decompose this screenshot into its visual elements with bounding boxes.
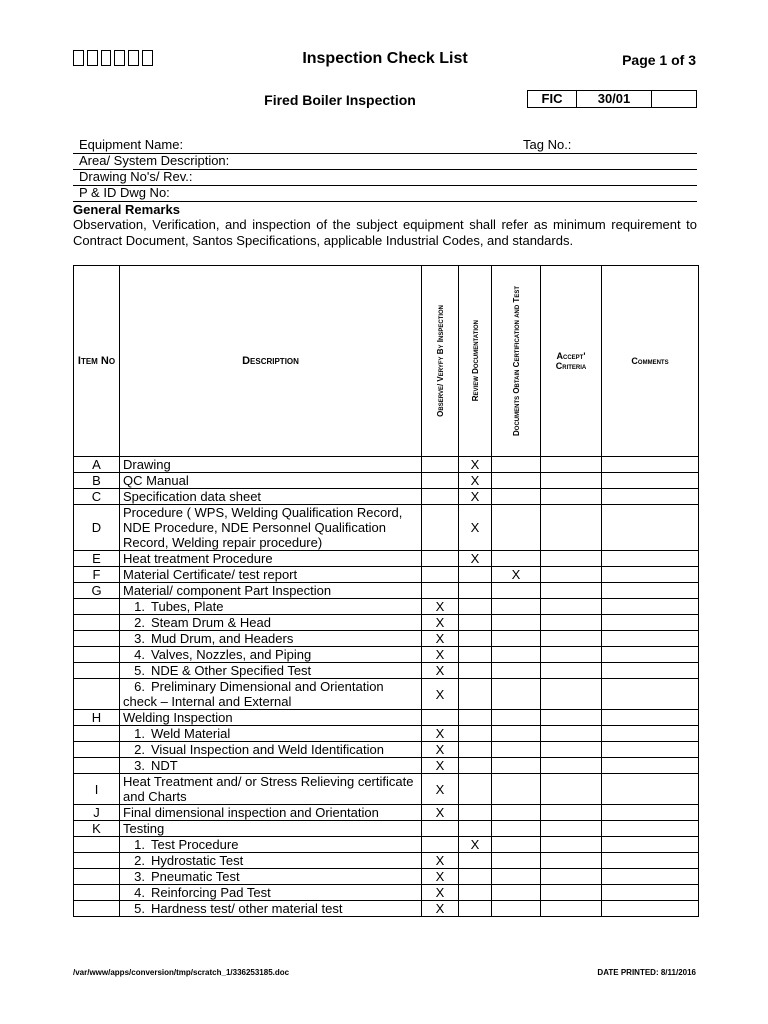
documents-mark [492, 726, 541, 742]
accept-criteria-cell [541, 679, 602, 710]
table-row [74, 758, 699, 774]
comments-cell [602, 742, 699, 758]
observe-mark: X [422, 679, 459, 710]
accept-criteria-cell [541, 567, 602, 583]
description-text: Tubes, Plate [151, 599, 224, 614]
logo-glyph [101, 50, 112, 66]
review-mark [459, 853, 492, 869]
sub-item-number: 2. [134, 742, 145, 757]
observe-mark [422, 551, 459, 567]
item-cell [74, 901, 120, 917]
sub-item-number: 2. [134, 853, 145, 868]
table-row [74, 631, 699, 647]
document-title: Inspection Check List [302, 50, 468, 67]
observe-mark: X [422, 758, 459, 774]
description-text: Drawing [123, 457, 171, 472]
documents-mark [492, 505, 541, 551]
item-cell [74, 853, 120, 869]
observe-mark [422, 505, 459, 551]
review-mark [459, 663, 492, 679]
review-mark [459, 647, 492, 663]
general-remarks-heading: General Remarks [73, 202, 180, 217]
item-cell [74, 726, 120, 742]
documents-mark [492, 805, 541, 821]
description-text: Steam Drum & Head [151, 615, 271, 630]
observe-header [422, 266, 459, 457]
description-cell [120, 567, 422, 583]
documents-mark [492, 489, 541, 505]
observe-mark: X [422, 647, 459, 663]
documents-mark [492, 869, 541, 885]
item-cell [74, 631, 120, 647]
description-text: Heat treatment Procedure [123, 551, 273, 566]
sub-item-number: 3. [134, 869, 145, 884]
description-cell [120, 647, 422, 663]
review-header-text: Review Documentation [470, 320, 480, 402]
form-number-box [527, 90, 697, 108]
observe-mark [422, 821, 459, 837]
table-row [74, 551, 699, 567]
form-number: 30/01 [577, 91, 652, 107]
comments-cell [602, 663, 699, 679]
description-text: Material/ component Part Inspection [123, 583, 332, 598]
description-text: NDE & Other Specified Test [151, 663, 312, 678]
accept-criteria-cell [541, 805, 602, 821]
item-cell: H [74, 710, 120, 726]
comments-cell [602, 853, 699, 869]
description-text: Mud Drum, and Headers [151, 631, 294, 646]
accept-criteria-cell [541, 742, 602, 758]
accept-criteria-cell [541, 473, 602, 489]
review-mark [459, 758, 492, 774]
description-text: Test Procedure [151, 837, 239, 852]
description-text: Material Certificate/ test report [123, 567, 298, 582]
review-header [459, 266, 492, 457]
description-text: Welding Inspection [123, 710, 233, 725]
equipment-name-label: Equipment Name: [79, 137, 184, 152]
table-row [74, 885, 699, 901]
description-cell [120, 551, 422, 567]
drawing-label: Drawing No's/ Rev.: [79, 169, 193, 184]
documents-mark: X [492, 567, 541, 583]
comments-cell [602, 869, 699, 885]
description-cell [120, 663, 422, 679]
logo-glyph [142, 50, 153, 66]
comments-cell [602, 758, 699, 774]
item-cell [74, 647, 120, 663]
footer-date [520, 968, 696, 977]
documents-mark [492, 710, 541, 726]
sub-item-number: 1. [134, 837, 145, 852]
documents-mark [492, 742, 541, 758]
checklist-table [73, 265, 699, 917]
table-row [74, 615, 699, 631]
documents-mark [492, 457, 541, 473]
accept-criteria-cell [541, 726, 602, 742]
accept-criteria-cell [541, 885, 602, 901]
observe-mark: X [422, 663, 459, 679]
documents-mark [492, 599, 541, 615]
sub-item-number: 2. [134, 615, 145, 630]
accept-criteria-cell [541, 837, 602, 853]
item-cell [74, 599, 120, 615]
item-cell: C [74, 489, 120, 505]
review-mark: X [459, 473, 492, 489]
table-row [74, 837, 699, 853]
documents-mark [492, 583, 541, 599]
comments-cell [602, 615, 699, 631]
description-cell [120, 489, 422, 505]
item-cell: E [74, 551, 120, 567]
item-cell: A [74, 457, 120, 473]
documents-mark [492, 647, 541, 663]
description-text: Visual Inspection and Weld Identification [151, 742, 384, 757]
accept-criteria-cell [541, 710, 602, 726]
review-mark: X [459, 837, 492, 853]
sub-item-number: 4. [134, 885, 145, 900]
description-cell [120, 615, 422, 631]
comments-cell [602, 885, 699, 901]
description-cell [120, 885, 422, 901]
comments-cell [602, 805, 699, 821]
observe-mark [422, 457, 459, 473]
description-text: Valves, Nozzles, and Piping [151, 647, 312, 662]
documents-mark [492, 837, 541, 853]
accept-criteria-cell [541, 869, 602, 885]
review-mark: X [459, 551, 492, 567]
comments-cell [602, 837, 699, 853]
item-cell [74, 742, 120, 758]
logo-glyph [114, 50, 125, 66]
review-mark [459, 805, 492, 821]
documents-mark [492, 758, 541, 774]
item-cell: D [74, 505, 120, 551]
comments-cell [602, 489, 699, 505]
description-text: Pneumatic Test [151, 869, 240, 884]
table-row [74, 869, 699, 885]
description-text: Final dimensional inspection and Orientation [123, 805, 379, 820]
description-text: Procedure ( WPS, Welding Qualification Record, NDE Procedure, NDE Personnel Qualification Record, Welding repair procedure) [123, 505, 403, 550]
observe-mark: X [422, 631, 459, 647]
observe-mark: X [422, 599, 459, 615]
observe-mark [422, 710, 459, 726]
accept-criteria-cell [541, 457, 602, 473]
table-row [74, 457, 699, 473]
description-text: Hardness test/ other material test [151, 901, 343, 916]
comments-cell [602, 505, 699, 551]
observe-mark: X [422, 805, 459, 821]
review-mark: X [459, 457, 492, 473]
sub-item-number: 5. [134, 663, 145, 678]
comments-cell [602, 631, 699, 647]
observe-header-text: Observe/ Veryfy By Inspection [435, 305, 445, 417]
table-header-row [74, 266, 699, 457]
observe-mark: X [422, 742, 459, 758]
table-row [74, 599, 699, 615]
review-mark [459, 710, 492, 726]
documents-mark [492, 473, 541, 489]
observe-mark: X [422, 615, 459, 631]
comments-cell [602, 599, 699, 615]
table-row [74, 774, 699, 805]
sub-item-number: 3. [134, 631, 145, 646]
item-cell [74, 869, 120, 885]
table-row [74, 821, 699, 837]
accept-criteria-cell [541, 615, 602, 631]
description-cell [120, 599, 422, 615]
observe-mark [422, 489, 459, 505]
item-cell: G [74, 583, 120, 599]
logo-glyph [87, 50, 98, 66]
review-mark: X [459, 505, 492, 551]
description-cell [120, 710, 422, 726]
item-cell: B [74, 473, 120, 489]
table-row [74, 663, 699, 679]
table-row [74, 505, 699, 551]
review-mark [459, 742, 492, 758]
drawing-row [73, 169, 697, 186]
table-row [74, 679, 699, 710]
description-text: Specification data sheet [123, 489, 262, 504]
documents-header [492, 266, 541, 457]
sub-item-number: 3. [134, 758, 145, 773]
item-cell: I [74, 774, 120, 805]
comments-cell [602, 821, 699, 837]
logo-glyph [128, 50, 139, 66]
item-cell [74, 758, 120, 774]
sub-item-number: 1. [134, 599, 145, 614]
sub-item-number: 6. [134, 679, 145, 694]
documents-mark [492, 615, 541, 631]
observe-mark: X [422, 885, 459, 901]
item-cell [74, 663, 120, 679]
accept-criteria-cell [541, 758, 602, 774]
description-cell [120, 631, 422, 647]
observe-mark: X [422, 726, 459, 742]
table-row [74, 726, 699, 742]
review-mark [459, 821, 492, 837]
item-cell [74, 679, 120, 710]
tag-no-label: Tag No.: [523, 137, 572, 152]
documents-mark [492, 551, 541, 567]
review-mark: X [459, 489, 492, 505]
pid-label: P & ID Dwg No: [79, 185, 170, 200]
sub-item-number: 5. [134, 901, 145, 916]
description-cell [120, 821, 422, 837]
description-text: Hydrostatic Test [151, 853, 244, 868]
sub-item-number: 4. [134, 647, 145, 662]
footer-file-path: /var/www/apps/conversion/tmp/scratch_1/336253185.doc [73, 968, 290, 977]
description-cell [120, 901, 422, 917]
observe-mark [422, 583, 459, 599]
description-cell [120, 853, 422, 869]
table-row [74, 853, 699, 869]
pid-row [73, 185, 697, 202]
documents-mark [492, 885, 541, 901]
comments-cell [602, 710, 699, 726]
documents-mark [492, 853, 541, 869]
review-mark [459, 599, 492, 615]
documents-mark [492, 774, 541, 805]
table-row [74, 805, 699, 821]
accept-criteria-cell [541, 489, 602, 505]
general-remarks-text: Observation, Verification, and inspection of the subject equipment shall refer as minimum requirement to Contract Document, Santos Specifications, applicable Industrial Codes, and standards. [73, 217, 697, 248]
description-cell [120, 805, 422, 821]
description-cell [120, 505, 422, 551]
observe-mark [422, 567, 459, 583]
date-printed-value: 8/11/2016 [660, 968, 696, 977]
comments-cell [602, 901, 699, 917]
documents-mark [492, 679, 541, 710]
item-cell: J [74, 805, 120, 821]
description-cell [120, 679, 422, 710]
accept-criteria-cell [541, 599, 602, 615]
description-cell [120, 837, 422, 853]
accept-criteria-cell [541, 647, 602, 663]
description-text: QC Manual [123, 473, 189, 488]
observe-mark [422, 837, 459, 853]
documents-header-text: Documents Obtain Certification and Test [511, 286, 521, 436]
item-cell: K [74, 821, 120, 837]
description-cell [120, 869, 422, 885]
accept-criteria-cell [541, 901, 602, 917]
area-row [73, 153, 697, 170]
sub-item-number: 1. [134, 726, 145, 741]
description-text: Preliminary Dimensional and Orientation check – Internal and External [123, 679, 384, 709]
review-mark [459, 774, 492, 805]
accept-criteria-header: Accept' Criteria [541, 266, 602, 457]
description-header: Description [120, 266, 422, 457]
documents-mark [492, 631, 541, 647]
area-label: Area/ System Description: [79, 153, 230, 168]
description-text: Testing [123, 821, 165, 836]
table-row [74, 710, 699, 726]
logo-glyph [73, 50, 84, 66]
table-row [74, 742, 699, 758]
accept-criteria-cell [541, 821, 602, 837]
description-cell [120, 742, 422, 758]
description-cell [120, 726, 422, 742]
documents-mark [492, 663, 541, 679]
review-mark [459, 869, 492, 885]
review-mark [459, 679, 492, 710]
review-mark [459, 885, 492, 901]
comments-cell [602, 473, 699, 489]
table-row [74, 583, 699, 599]
comments-cell [602, 679, 699, 710]
review-mark [459, 567, 492, 583]
comments-cell [602, 774, 699, 805]
description-cell [120, 774, 422, 805]
item-cell: F [74, 567, 120, 583]
review-mark [459, 583, 492, 599]
review-mark [459, 901, 492, 917]
page-indicator: Page 1 of 3 [622, 52, 696, 68]
item-cell [74, 837, 120, 853]
document-subtitle: Fired Boiler Inspection [264, 92, 416, 108]
table-row [74, 489, 699, 505]
item-no-header: Item No [74, 266, 120, 457]
accept-criteria-cell [541, 551, 602, 567]
table-row [74, 567, 699, 583]
form-blank-cell [652, 91, 696, 107]
accept-criteria-cell [541, 583, 602, 599]
description-cell [120, 457, 422, 473]
item-cell [74, 615, 120, 631]
review-mark [459, 726, 492, 742]
accept-criteria-cell [541, 631, 602, 647]
comments-cell [602, 583, 699, 599]
description-cell [120, 583, 422, 599]
accept-criteria-cell [541, 505, 602, 551]
item-cell [74, 885, 120, 901]
accept-criteria-cell [541, 853, 602, 869]
documents-mark [492, 901, 541, 917]
accept-criteria-cell [541, 774, 602, 805]
table-row [74, 473, 699, 489]
date-printed-label: DATE PRINTED: [597, 968, 659, 977]
observe-mark: X [422, 901, 459, 917]
company-logo [73, 47, 153, 69]
observe-mark: X [422, 869, 459, 885]
comments-header: Comments [602, 266, 699, 457]
documents-mark [492, 821, 541, 837]
observe-mark: X [422, 774, 459, 805]
description-text: Reinforcing Pad Test [151, 885, 271, 900]
review-mark [459, 615, 492, 631]
observe-mark: X [422, 853, 459, 869]
review-mark [459, 631, 492, 647]
comments-cell [602, 567, 699, 583]
description-text: Heat Treatment and/ or Stress Relieving certificate and Charts [123, 774, 414, 804]
table-row [74, 901, 699, 917]
description-text: Weld Material [151, 726, 231, 741]
accept-criteria-cell [541, 663, 602, 679]
observe-mark [422, 473, 459, 489]
description-cell [120, 758, 422, 774]
comments-cell [602, 551, 699, 567]
table-row [74, 647, 699, 663]
description-cell [120, 473, 422, 489]
comments-cell [602, 457, 699, 473]
comments-cell [602, 647, 699, 663]
description-text: NDT [151, 758, 178, 773]
comments-cell [602, 726, 699, 742]
form-code: FIC [528, 91, 577, 107]
equipment-name-row [73, 137, 697, 154]
